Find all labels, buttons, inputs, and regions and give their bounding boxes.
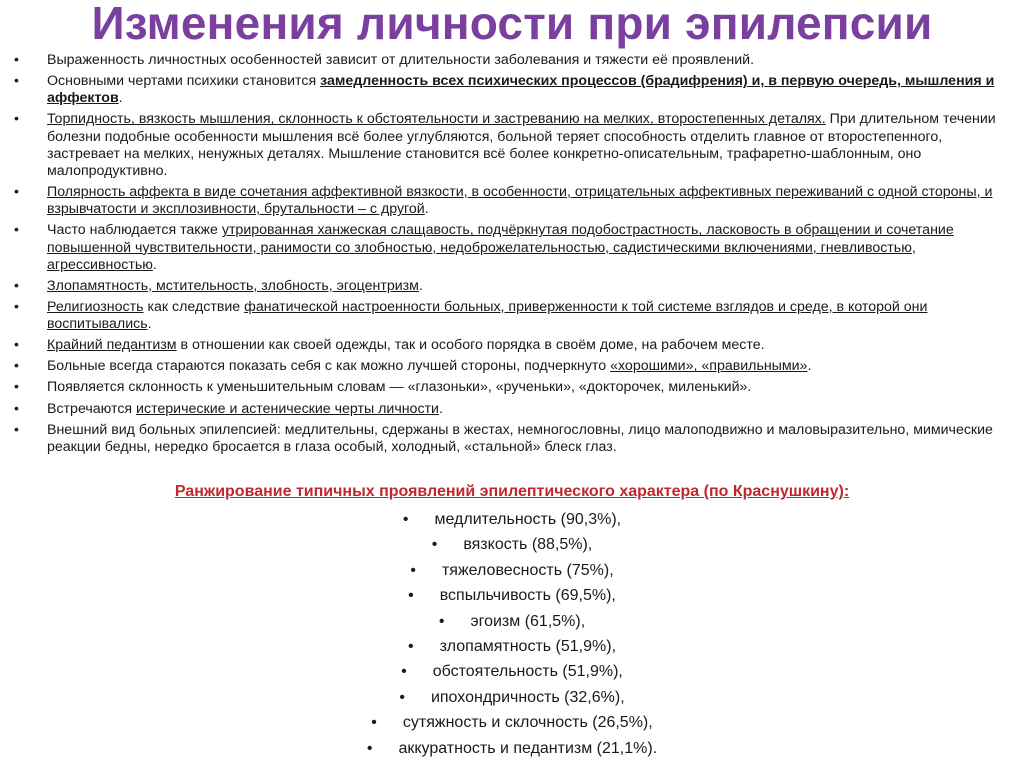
ranking-item <box>0 609 1024 634</box>
item-text: Внешний вид больных эпилепсией: медлительны, сдержаны в жестах, немногословны, лицо малоподвижно и маловыразительно, мимические реакции бедны, нередко бросается в глаза особый, холодный, «стальной» блеск глаз. <box>47 421 993 455</box>
item-underlined-text: Злопамятность, мстительность, злобность, эгоцентризм <box>47 277 419 294</box>
ranking-item-text: аккуратность и педантизм (21,1%). <box>398 739 658 757</box>
list-item <box>14 111 1014 180</box>
item-text: При длительном течении болезни подобные особенности мышления всё более углубляются, больной теряет способность отделить главное от второстепенного, застревает на мелких, ненужных деталях. Мышление становится всё более конкретно-описательным, трафаретно-шаблонным, оно малопродуктивно. <box>47 111 996 179</box>
ranking-item <box>0 558 1024 583</box>
item-text: . <box>424 201 429 218</box>
list-item <box>14 278 1014 295</box>
item-text: . <box>807 358 812 375</box>
ranking-item-text: вязкость (88,5%), <box>463 536 593 554</box>
bullet-icon: • <box>402 511 409 528</box>
ranking-item-text: ипохондричность (32,6%), <box>430 688 625 706</box>
item-text: как следствие <box>143 298 245 315</box>
list-item <box>14 422 1014 456</box>
item-text: . <box>147 316 152 333</box>
bullet-icon: • <box>371 714 377 732</box>
item-underlined-text: Торпидность, вязкость мышления, склонность к обстоятельности и застреванию на мелких, второстепенных деталях. <box>47 111 826 128</box>
item-text: Появляется склонность к уменьшительным словам — «глазоньки», «рученьки», «докторочек, миленький». <box>47 379 752 396</box>
item-text: . <box>118 90 123 107</box>
ranking-item-text: медлительность (90,3%), <box>434 511 622 528</box>
bullet-icon: • <box>410 561 416 579</box>
item-underlined-text: замедленность всех психических процессов (брадифрения) и, в первую очередь, мышления и аффектов <box>47 73 995 107</box>
item-underlined-text: истерические и астенические черты личности <box>136 400 439 417</box>
list-item <box>14 337 1014 354</box>
ranking-item <box>0 507 1024 532</box>
ranking-item <box>0 685 1024 710</box>
item-underlined-text: «хорошими», «правильными» <box>610 358 808 375</box>
item-underlined-text: фанатической настроенности больных, приверженности к той системе взглядов и среде, в которой они воспитывались <box>47 298 928 333</box>
page-title: Изменения личности при эпилепсии <box>91 0 933 49</box>
item-text: . <box>152 256 157 273</box>
item-text: в отношении как своей одежды, так и особого порядка в своём доме, на рабочем месте. <box>176 337 765 354</box>
bullet-icon: • <box>431 536 438 554</box>
bullet-icon: • <box>366 739 373 757</box>
item-underlined-text: Крайний педантизм <box>47 337 177 354</box>
bullet-icon: • <box>401 663 407 681</box>
ranking-item <box>0 736 1024 761</box>
ranking-item <box>0 634 1024 659</box>
ranking-item-text: тяжеловесность (75%), <box>441 561 614 579</box>
item-text: Встречаются <box>47 400 137 417</box>
item-text: Выраженность личностных особенностей зависит от длительности заболевания и тяжести её проявлений. <box>47 52 755 68</box>
feature-list <box>14 52 1014 460</box>
item-text: Основными чертами психики становится <box>47 73 321 90</box>
list-item <box>14 401 1014 418</box>
bullet-icon: • <box>399 688 405 706</box>
list-item <box>14 52 1014 69</box>
ranking-item <box>0 659 1024 684</box>
ranking-title: Ранжирование типичных проявлений эпилептического характера (по Краснушкину): <box>174 483 850 500</box>
list-item <box>14 379 1014 396</box>
ranking-item <box>0 532 1024 557</box>
ranking-item-text: вспыльчивость (69,5%), <box>439 587 616 605</box>
ranking-item-text: эгоизм (61,5%), <box>470 612 586 630</box>
ranking-item-text: сутяжность и склочность (26,5%), <box>402 714 653 732</box>
ranking-list <box>0 507 1024 761</box>
ranking-item <box>0 583 1024 608</box>
bullet-icon: • <box>438 612 445 630</box>
item-underlined-text: Религиозность <box>47 298 144 315</box>
list-item <box>14 222 1014 274</box>
ranking-item-text: обстоятельность (51,9%), <box>432 663 623 681</box>
ranking-item <box>0 710 1024 735</box>
item-text: . <box>438 400 443 417</box>
list-item <box>14 358 1014 375</box>
bullet-icon: • <box>408 587 414 605</box>
list-item <box>14 73 1014 107</box>
bullet-icon: • <box>407 638 414 656</box>
item-underlined-text: утрированная ханжеская слащавость, подчёркнутая подобострастность, ласковость в обращении и сочетание повышенной чувствительности, ранимости со злобностью, недоброжелательностью, садистическими включениями, гневливостью, агрессивностью <box>47 222 954 273</box>
list-item <box>14 299 1014 333</box>
item-text: Больные всегда стараются показать себя с как можно лучшей стороны, подчеркнуто <box>47 358 611 375</box>
item-text: . <box>418 277 423 294</box>
item-text: Часто наблюдается также <box>47 222 222 239</box>
ranking-item-text: злопамятность (51,9%), <box>439 638 617 656</box>
item-underlined-text: Полярность аффекта в виде сочетания аффективной вязкости, в особенности, отрицательных аффективных переживаний с одной стороны, и взрывчатости и эксплозивности, брутальности – с другой <box>47 184 993 218</box>
list-item <box>14 184 1014 218</box>
